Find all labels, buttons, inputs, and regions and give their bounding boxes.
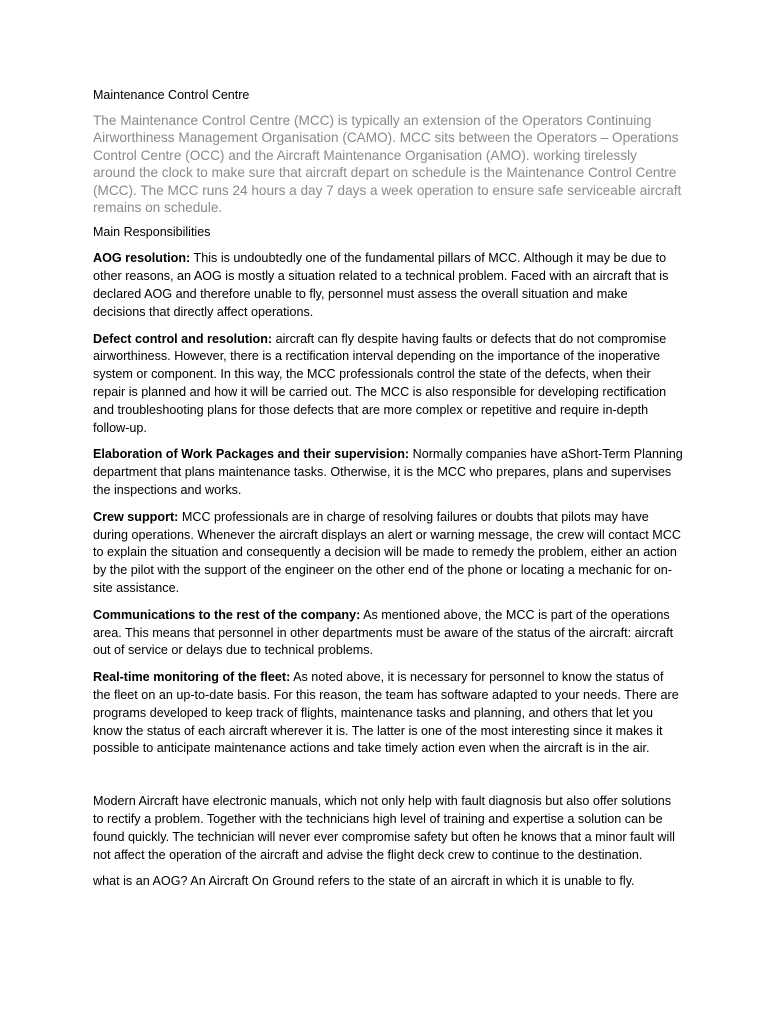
responsibility-text: MCC professionals are in charge of resolving failures or doubts that pilots may have during operations. Whenever the aircraft displays an alert or warning message, the crew will contact MCC to explain the situation and consequently a decision will be made to remedy the problem, either an action by the pilot with the support of the engineer on the other end of the phone or locating a mechanic for on-site assistance. xyxy=(93,509,681,595)
responsibility-text: This is undoubtedly one of the fundamental pillars of MCC. Although it may be due to other reasons, an AOG is mostly a situation related to a technical problem. Faced with an aircraft that is declared AOG and therefore unable to fly, personnel must assess the overall situation and make decisions that directly affect operations. xyxy=(93,251,669,319)
aog-definition: what is an AOG? An Aircraft On Ground refers to the state of an aircraft in which it is unable to fly. xyxy=(93,874,635,889)
responsibility-text: As mentioned above, the MCC is part of the operations area. This means that personnel in other departments must be aware of the status of the aircraft: aircraft out of service or delays due to technical problems. xyxy=(93,607,674,658)
responsibility-text: aircraft can fly despite having faults or defects that do not compromise airworthiness. However, there is a rectification interval depending on the importance of the inoperative system or component. In this way, the MCC professionals control the state of the defects, when their repair is planned and how it will be carried out. The MCC is also responsible for developing rectification and troubleshooting plans for those defects that are more complex or repetitive and require in-depth follow-up. xyxy=(93,331,667,435)
responsibility-fleet-monitoring xyxy=(93,669,683,758)
responsibility-text: Normally companies have aShort-Term Planning department that plans maintenance tasks. Otherwise, it is the MCC who prepares, plans and supervises the inspections and works. xyxy=(93,447,683,497)
responsibility-communications xyxy=(93,607,683,660)
closing-paragraph: Modern Aircraft have electronic manuals, which not only help with fault diagnosis but also offer solutions to rectify a problem. Together with the technicians high level of training and expertise a solution can be found quickly. The technician will never ever compromise safety but often he knows that a minor fault will not affect the operation of the aircraft and advise the flight deck crew to continue to the destination. xyxy=(93,794,675,862)
responsibility-aog-resolution xyxy=(93,250,683,321)
responsibility-work-packages xyxy=(93,446,683,499)
responsibility-term: Crew support: xyxy=(93,509,179,524)
responsibilities-heading: Main Responsibilities xyxy=(93,225,211,240)
responsibility-defect-control xyxy=(93,331,683,438)
document-title: Maintenance Control Centre xyxy=(93,88,250,102)
intro-paragraph: The Maintenance Control Centre (MCC) is typically an extension of the Operators Continuing Airworthiness Management Organisation (CAMO). MCC sits between the Operators – Operations Control Centre (OCC) and the Aircraft Maintenance Organisation (AMO). working tirelessly around the clock to make sure that aircraft depart on schedule is the Maintenance Control Centre (MCC). The MCC runs 24 hours a day 7 days a week operation to ensure safe serviceable aircraft remains on schedule. xyxy=(93,113,682,216)
responsibility-crew-support xyxy=(93,509,683,598)
responsibility-term: Communications to the rest of the company: xyxy=(93,607,361,622)
responsibility-term: AOG resolution: xyxy=(93,251,191,266)
responsibility-term: Elaboration of Work Packages and their supervision: xyxy=(93,447,410,462)
responsibility-term: Defect control and resolution: xyxy=(93,331,273,346)
responsibility-text: As noted above, it is necessary for personnel to know the status of the fleet on an up-to-date basis. For this reason, the team has software adapted to your needs. There are programs developed to keep track of flights, maintenance tasks and planning, and others that let you know the status of each aircraft wherever it is. The latter is one of the most interesting since it makes it possible to anticipate maintenance actions and take timely action even when the aircraft is in the air. xyxy=(93,670,679,756)
section-spacer xyxy=(93,767,768,793)
responsibility-term: Real-time monitoring of the fleet: xyxy=(93,670,291,685)
